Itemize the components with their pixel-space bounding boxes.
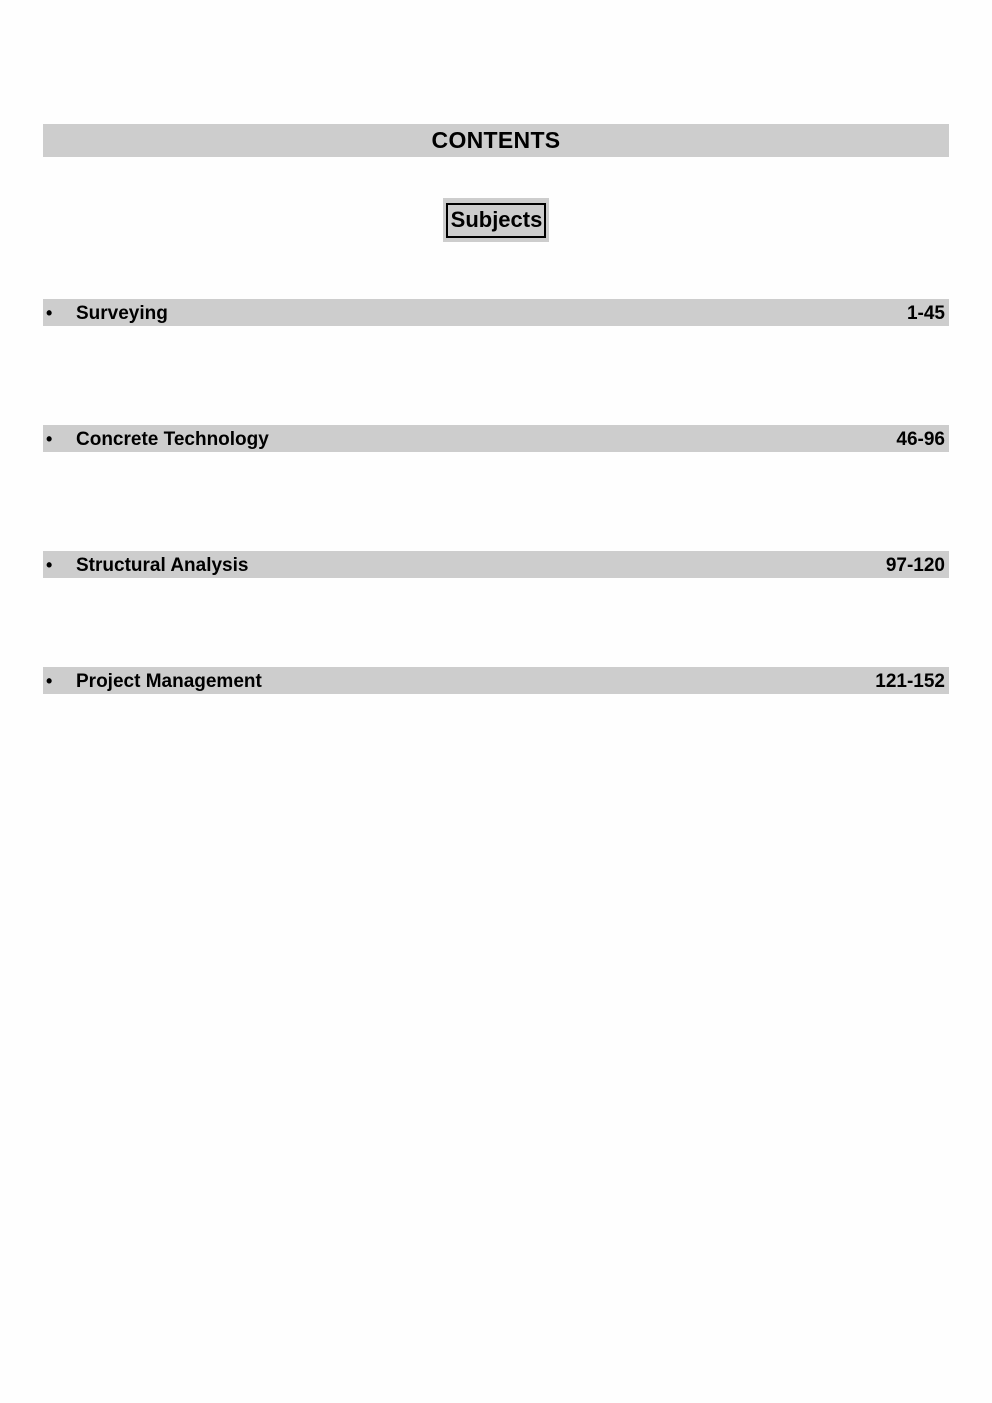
toc-entry-concrete-technology [43,425,949,452]
toc-entry-pages: 97-120 [885,555,945,576]
toc-entry-pages: 1-45 [906,303,945,324]
bullet-icon: • [46,555,53,575]
contents-header [43,124,949,157]
toc-entry-label: Concrete Technology [76,429,269,450]
page-title: CONTENTS [431,127,561,153]
subjects-heading: Subjects [446,203,547,238]
toc-entry-pages: 46-96 [896,429,945,450]
bullet-icon: • [46,429,53,449]
toc-entry-label: Project Management [76,671,262,692]
toc-entry-pages: 121-152 [875,671,945,692]
toc-entry-structural-analysis [43,551,949,578]
toc-entry-label: Surveying [76,303,168,324]
toc-entry-surveying [43,299,949,326]
bullet-icon: • [46,671,53,691]
toc-entry-label: Structural Analysis [76,555,249,576]
subjects-heading-box [443,198,549,242]
toc-entry-project-management [43,667,949,694]
bullet-icon: • [46,303,53,323]
